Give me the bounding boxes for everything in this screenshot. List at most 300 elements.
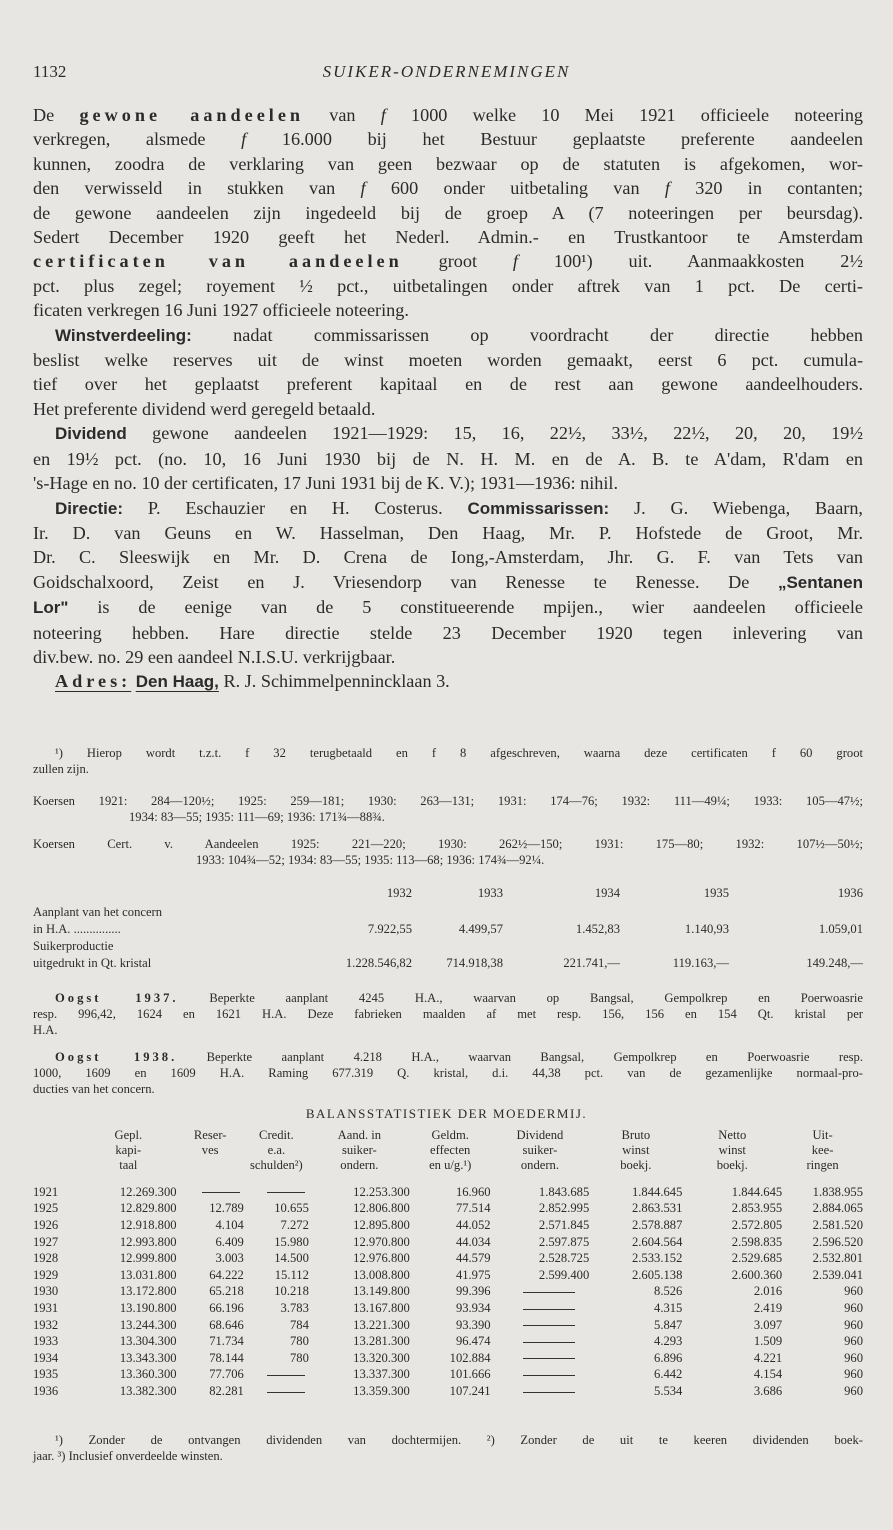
balance-cell: 68.646 [209, 1317, 244, 1332]
balance-cell: 13.304.300 [119, 1334, 177, 1349]
balance-cell: 107.241 [449, 1383, 491, 1398]
balance-cell: 12.918.800 [119, 1217, 177, 1232]
harvest-1937 [33, 990, 863, 1038]
balance-column-header [244, 1128, 309, 1184]
bold-heading: Dividend [55, 424, 127, 444]
production-value: 714.918,38 [446, 956, 503, 970]
body-line [33, 471, 863, 495]
balance-cell: 16.960 [455, 1184, 491, 1199]
spaced-heading: gewone aandeelen [79, 105, 305, 125]
header-line: kapi- [115, 1143, 142, 1157]
dash-rule [267, 1375, 305, 1376]
bold-heading: Commissarissen: [467, 498, 610, 518]
balance-row [33, 1201, 863, 1218]
balance-title: BALANSSTATISTIEK DER MOEDERMIJ. [305, 1106, 588, 1121]
production-label: uitgedrukt in Qt. kristal [33, 956, 152, 970]
header-line: suiker- [341, 1143, 377, 1157]
balance-cell: 93.934 [455, 1300, 491, 1315]
production-value: 1.059,01 [818, 922, 863, 936]
body-text: 16.000 bij het Bestuur geplaatste preferente aandeelen [246, 129, 864, 150]
balance-cell: 101.666 [449, 1367, 491, 1382]
body-line [33, 570, 863, 595]
balance-cell: 12.829.800 [119, 1201, 177, 1216]
production-row [33, 921, 863, 938]
balance-cell [177, 1184, 244, 1201]
balance-cell: 960 [844, 1350, 863, 1365]
guilder-sign: f [241, 129, 247, 150]
production-value [729, 938, 863, 955]
header-line: Credit. [259, 1128, 294, 1142]
balance-cell: 780 [290, 1334, 309, 1349]
header-line: en u/g.¹) [429, 1158, 472, 1172]
balance-cell: 14.500 [274, 1251, 309, 1266]
balance-cell: 64.222 [209, 1267, 244, 1282]
balance-cell: 960 [844, 1317, 863, 1332]
production-label: Aanplant van het concern [33, 905, 163, 919]
small-line: ¹) Zonder de ontvangen dividenden van dochtermijen. ²) Zonder de uit te keeren dividenden boek- [55, 1433, 863, 1447]
balance-cell: 4.293 [654, 1334, 683, 1349]
body-line [33, 545, 863, 569]
balance-cell: 12.806.800 [353, 1201, 410, 1216]
production-value [503, 938, 620, 955]
bold-heading: Lor" [33, 598, 69, 618]
bold-heading: Den Haag, [135, 672, 219, 692]
balance-row [33, 1184, 863, 1201]
small-line: 1934: 83—55; 1935: 111—69; 1936: 171¾—88¾. [129, 810, 385, 824]
dash-rule [523, 1358, 575, 1359]
balance-row [33, 1383, 863, 1400]
spaced-heading: certificaten van aandeelen [33, 251, 403, 272]
balance-year: 1933 [33, 1334, 59, 1349]
dash-rule [523, 1309, 575, 1310]
balance-cell: 2.581.520 [812, 1217, 863, 1232]
bold-heading: Winstverdeeling: [55, 325, 192, 345]
page-number: 1132 [33, 62, 67, 81]
body-line [33, 176, 863, 200]
header-line: boekj. [716, 1158, 748, 1172]
header-line: Gepl. [114, 1128, 143, 1142]
balance-year: 1932 [33, 1317, 59, 1332]
spaced-heading: Adres: [55, 671, 132, 692]
balance-cell: 102.884 [449, 1350, 491, 1365]
body-text: nadat commissarissen op voordracht der directie hebben [191, 324, 863, 345]
balance-cell: 6.442 [654, 1367, 683, 1382]
balance-cell [244, 1184, 309, 1201]
balance-row [33, 1250, 863, 1267]
body-text: Sedert December 1920 geeft het Nederl. Admin.- en Trustkantoor te Amsterdam [33, 227, 863, 248]
balance-row [33, 1217, 863, 1234]
dash-rule [267, 1192, 305, 1193]
production-row [33, 938, 863, 955]
guilder-sign: f [360, 178, 366, 199]
small-line [33, 1022, 863, 1038]
balance-cell: 2.600.360 [731, 1267, 783, 1282]
production-year: 1933 [477, 885, 503, 900]
header-line: Geldm. [431, 1128, 469, 1142]
production-value: 1.140,93 [684, 922, 729, 936]
balance-cell: 41.975 [455, 1267, 491, 1282]
production-value [620, 938, 729, 955]
body-text: 's-Hage en no. 10 der certificaten, 17 Juni 1931 bij de K. V.); 1931—1936: nihil. [33, 473, 619, 494]
balance-cell: 2.539.041 [812, 1267, 863, 1282]
balance-cell: 12.999.800 [119, 1251, 177, 1266]
body-text: 100¹) uit. Aanmaakkosten 2½ [517, 251, 863, 272]
balance-cell: 960 [844, 1334, 863, 1349]
header-line: taal [119, 1158, 138, 1172]
balance-column-header [491, 1128, 590, 1184]
dash-rule [267, 1392, 305, 1393]
balance-cell [491, 1333, 590, 1350]
header-line: ves [201, 1143, 219, 1157]
production-value [729, 904, 863, 921]
balance-column-header [682, 1128, 782, 1184]
guilder-sign: f [380, 105, 386, 125]
balance-cell: 65.218 [209, 1284, 244, 1299]
body-line [33, 447, 863, 471]
body-line [33, 421, 863, 446]
body-line [33, 397, 863, 421]
balance-cell: 1.838.955 [812, 1184, 863, 1199]
balance-cell: 2.532.801 [812, 1251, 863, 1266]
small-line [33, 1065, 863, 1081]
body-text: is de eenige van de 5 constitueerende mpijen., wier aandeelen officieele [68, 597, 863, 618]
production-value: 4.499,57 [458, 922, 503, 936]
body-text: noteering hebben. Hare directie stelde 23 December 1920 tegen inlevering van [33, 622, 863, 643]
balance-cell: 4.221 [753, 1350, 783, 1365]
body-text: groot [402, 251, 513, 272]
header-line: Dividend [516, 1128, 564, 1142]
body-line [33, 645, 863, 669]
body-text: beslist welke reserves uit de winst moeten worden gemaakt, eerst 6 pct. cumula- [33, 350, 863, 371]
body-line [33, 298, 863, 322]
balance-cell: 71.734 [209, 1334, 244, 1349]
balance-cell: 1.509 [753, 1334, 783, 1349]
balance-cell: 96.474 [455, 1334, 491, 1349]
body-text: en 19½ pct. (no. 10, 16 Juni 1930 bij de N. H. M. en de A. B. te A'dam, R'dam en [33, 448, 863, 469]
production-table [33, 882, 863, 972]
share-prices [33, 793, 863, 825]
footnote-bottom [33, 1432, 863, 1464]
production-value [412, 904, 503, 921]
balance-cell: 44.052 [455, 1217, 491, 1232]
harvest-text: Beperkte aanplant 4.218 H.A., waarvan Bangsal, Gempolkrep en Poerwoasrie resp. [206, 1050, 864, 1064]
balance-row [33, 1350, 863, 1367]
production-value: 119.163,— [672, 956, 729, 970]
balance-column-header [177, 1128, 244, 1184]
production-value: 1.228.546,82 [345, 956, 412, 970]
balance-cell: 13.172.800 [119, 1284, 177, 1299]
balance-cell: 960 [844, 1383, 863, 1398]
bold-heading: Directie: [55, 498, 124, 518]
header-line: Uit- [812, 1128, 833, 1142]
balance-cell: 12.895.800 [353, 1217, 410, 1232]
balance-cell: 44.579 [455, 1251, 491, 1266]
body-text: Goidschalxoord, Zeist en J. Vriesendorp van Renesse te Renesse. De [33, 571, 778, 592]
small-line: jaar. ³) Inclusief onverdeelde winsten. [33, 1449, 223, 1463]
body-line [33, 496, 863, 521]
balance-table [33, 1128, 863, 1400]
production-value: 221.741,— [563, 956, 620, 970]
small-line: Koersen Cert. v. Aandeelen 1925: 221—220; 1930: 262½—150; 1931: 175—80; 1932: 107½—50½; [33, 837, 863, 851]
balance-cell [244, 1367, 309, 1384]
production-value [503, 904, 620, 921]
balance-row [33, 1284, 863, 1301]
balance-cell: 2.571.845 [538, 1217, 590, 1232]
balance-cell: 13.320.300 [353, 1350, 410, 1365]
balance-cell: 2.605.138 [631, 1267, 683, 1282]
balance-cell: 780 [290, 1350, 309, 1365]
harvest-1938 [33, 1049, 863, 1097]
balance-cell: 2.604.564 [631, 1234, 683, 1249]
header-line: winst [718, 1143, 746, 1157]
balance-header-row [33, 1128, 863, 1184]
production-year: 1935 [703, 885, 729, 900]
balance-cell: 10.218 [274, 1284, 309, 1299]
company-description [33, 103, 863, 695]
body-text: tief over het geplaatst preferent kapitaal en de rest aan gewone aandeelhouders. [33, 374, 863, 395]
body-text: de gewone aandeelen zijn ingedeeld bij de groep A (7 noteeringen per beursdag). [33, 202, 863, 223]
balance-row [33, 1234, 863, 1251]
body-text: gewone aandeelen 1921—1929: 15, 16, 22½, 33½, 22½, 20, 20, 19½ [126, 423, 863, 444]
header-line: schulden²) [249, 1158, 303, 1172]
production-value: 149.248,— [806, 956, 863, 970]
dash-rule [523, 1325, 575, 1326]
body-text: ficaten verkregen 16 Juni 1927 officieele noteering. [33, 300, 409, 321]
production-row [33, 955, 863, 972]
balance-cell: 2.572.805 [731, 1217, 783, 1232]
balance-cell [491, 1350, 590, 1367]
balance-cell: 99.396 [455, 1284, 491, 1299]
balance-cell: 1.844.645 [731, 1184, 783, 1199]
balance-cell: 13.337.300 [353, 1367, 410, 1382]
production-header-row [33, 882, 863, 904]
balance-year: 1931 [33, 1300, 59, 1315]
header-line: Netto [718, 1128, 747, 1142]
header-line: ringen [806, 1158, 839, 1172]
production-corner [33, 882, 268, 904]
dash-rule [523, 1292, 575, 1293]
balance-cell: 13.190.800 [119, 1300, 177, 1315]
balance-cell: 2.596.520 [812, 1234, 863, 1249]
body-text: P. Eschauzier en H. Costerus. [123, 497, 468, 518]
balance-cell: 8.526 [654, 1284, 683, 1299]
balance-year: 1925 [33, 1201, 59, 1216]
balance-cell: 2.016 [753, 1284, 783, 1299]
production-label: in H.A. ............... [33, 922, 121, 936]
small-line [33, 990, 863, 1006]
body-text: 320 in contanten; [669, 178, 864, 199]
production-value [412, 938, 503, 955]
balance-year: 1928 [33, 1251, 59, 1266]
body-text: R. J. Schimmelpennincklaan 3. [218, 671, 450, 692]
production-year: 1936 [837, 885, 863, 900]
balance-cell: 2.533.152 [631, 1251, 683, 1266]
harvest-text: 1000, 1609 en 1609 H.A. Raming 677.319 Q. kristal, d.i. 44,38 pct. van de gezamenlijke normaal-pro- [33, 1066, 863, 1080]
balance-cell: 6.409 [215, 1234, 244, 1249]
body-text: Ir. D. van Geuns en W. Hasselman, Den Haag, Mr. P. Hofstede de Groot, Mr. [33, 522, 863, 543]
balance-cell: 1.844.645 [631, 1184, 683, 1199]
production-year: 1932 [386, 885, 412, 900]
balance-cell: 78.144 [209, 1350, 244, 1365]
small-line [33, 1081, 863, 1097]
balance-row [33, 1317, 863, 1334]
balance-cell [491, 1383, 590, 1400]
certificate-prices [33, 836, 863, 868]
body-text: den verwisseld in stukken van [33, 178, 361, 199]
balance-cell: 66.196 [209, 1300, 244, 1315]
balance-column-header [33, 1128, 80, 1184]
balance-row [33, 1367, 863, 1384]
header-line: boekj. [620, 1158, 652, 1172]
balance-cell: 13.149.800 [353, 1284, 410, 1299]
balance-cell: 6.896 [654, 1350, 683, 1365]
balance-row [33, 1267, 863, 1284]
body-line [33, 372, 863, 396]
harvest-text: Beperkte aanplant 4245 H.A., waarvan op Bangsal, Gempolkrep en Poerwoasrie [209, 991, 864, 1005]
balance-column-header [410, 1128, 491, 1184]
balance-cell: 13.244.300 [119, 1317, 177, 1332]
small-line [33, 1049, 863, 1065]
production-value: 7.922,55 [367, 922, 412, 936]
balance-cell: 13.343.300 [119, 1350, 177, 1365]
body-line [33, 201, 863, 225]
balance-cell [491, 1284, 590, 1301]
balance-cell: 12.253.300 [353, 1184, 410, 1199]
balance-year: 1935 [33, 1367, 59, 1382]
header-line: winst [622, 1143, 650, 1157]
balance-cell: 13.031.800 [119, 1267, 177, 1282]
body-text: Het preferente dividend werd geregeld betaald. [33, 398, 376, 419]
small-line: Koersen 1921: 284—120½; 1925: 259—181; 1930: 263—131; 1931: 174—76; 1932: 111—49¼; 1933: 105—47½; [33, 794, 863, 808]
balance-cell: 5.847 [654, 1317, 683, 1332]
balance-cell: 77.706 [209, 1367, 244, 1382]
balance-cell: 2.419 [753, 1300, 783, 1315]
balance-cell: 4.104 [215, 1217, 244, 1232]
small-line: zullen zijn. [33, 762, 89, 776]
guilder-sign: f [512, 251, 518, 272]
balance-cell [491, 1317, 590, 1334]
balance-year: 1927 [33, 1234, 59, 1249]
production-label: Suikerproductie [33, 939, 114, 953]
guilder-sign: f [664, 178, 670, 199]
balance-cell: 2.528.725 [538, 1251, 590, 1266]
body-text: De [33, 105, 80, 125]
balance-cell: 77.514 [455, 1201, 491, 1216]
balance-cell: 15.112 [274, 1267, 309, 1282]
small-line [33, 1006, 863, 1022]
balance-cell: 12.993.800 [119, 1234, 177, 1249]
body-text: van [304, 105, 381, 125]
body-text: kunnen, zoodra de verklaring van geen bezwaar op de statuten is afgekomen, wor- [33, 153, 863, 174]
body-line [33, 348, 863, 372]
body-text: Dr. C. Sleeswijk en Mr. D. Crena de Iong,-Amsterdam, Jhr. G. F. van Tets van [33, 547, 863, 568]
bold-heading: „Sentanen [777, 572, 863, 592]
body-text: div.bew. no. 29 een aandeel N.I.S.U. verkrijgbaar. [33, 646, 396, 667]
balance-row [33, 1333, 863, 1350]
balance-cell: 960 [844, 1367, 863, 1382]
balance-cell: 12.970.800 [353, 1234, 410, 1249]
body-text: J. G. Wiebenga, Baarn, [609, 497, 863, 518]
balance-cell: 2.597.875 [538, 1234, 590, 1249]
balance-cell: 2.853.955 [731, 1201, 783, 1216]
balance-cell: 3.097 [753, 1317, 783, 1332]
header-line: ondern. [340, 1158, 379, 1172]
balance-row [33, 1300, 863, 1317]
production-value [268, 938, 412, 955]
balance-year: 1926 [33, 1217, 59, 1232]
page-header [33, 62, 860, 86]
footnote-top [33, 745, 863, 777]
balance-cell: 2.599.400 [538, 1267, 590, 1282]
dash-rule [202, 1192, 240, 1193]
harvest-text: H.A. [33, 1023, 58, 1037]
balance-cell: 13.360.300 [119, 1367, 177, 1382]
harvest-text: ducties van het concern. [33, 1082, 155, 1096]
body-line [33, 274, 863, 298]
balance-cell: 82.281 [209, 1383, 244, 1398]
balance-cell [244, 1383, 309, 1400]
production-value [620, 904, 729, 921]
balance-cell: 44.034 [455, 1234, 491, 1249]
balance-column-header [309, 1128, 410, 1184]
balance-cell: 93.390 [455, 1317, 491, 1332]
body-line [33, 521, 863, 545]
balance-cell [491, 1367, 590, 1384]
balance-column-header [589, 1128, 682, 1184]
balance-cell: 13.167.800 [353, 1300, 410, 1315]
balance-cell: 784 [290, 1317, 309, 1332]
header-line: effecten [430, 1143, 471, 1157]
header-line: Reser- [193, 1128, 227, 1142]
balance-cell: 13.008.800 [353, 1267, 410, 1282]
dash-rule [523, 1342, 575, 1343]
balance-cell: 2.578.887 [631, 1217, 683, 1232]
body-line [33, 225, 863, 249]
balance-year: 1929 [33, 1267, 59, 1282]
body-line [33, 669, 863, 694]
dash-rule [523, 1375, 575, 1376]
balance-cell: 2.852.995 [538, 1201, 590, 1216]
header-line: ondern. [520, 1158, 559, 1172]
balance-year: 1921 [33, 1184, 59, 1199]
production-value [268, 904, 412, 921]
dash-rule [523, 1392, 575, 1393]
balance-cell: 5.534 [654, 1383, 683, 1398]
header-line: kee- [811, 1143, 834, 1157]
balance-cell: 12.789 [209, 1201, 244, 1216]
production-year: 1934 [594, 885, 620, 900]
balance-year: 1934 [33, 1350, 59, 1365]
balance-column-header [782, 1128, 863, 1184]
balance-cell: 12.269.300 [119, 1184, 177, 1199]
production-value: 1.452,83 [575, 922, 620, 936]
balance-cell: 13.281.300 [353, 1334, 410, 1349]
production-row [33, 904, 863, 921]
balance-cell: 4.315 [654, 1300, 683, 1315]
body-text: 1000 welke 10 Mei 1921 officieele noteering [385, 105, 864, 125]
body-line [33, 152, 863, 176]
header-line: e.a. [267, 1143, 286, 1157]
balance-cell: 2.529.685 [731, 1251, 783, 1266]
body-text: 600 onder uitbetaling van [365, 178, 665, 199]
balance-cell: 3.003 [215, 1251, 244, 1266]
balance-cell: 2.598.835 [731, 1234, 783, 1249]
balance-cell: 15.980 [274, 1234, 309, 1249]
balance-cell: 960 [844, 1300, 863, 1315]
body-line [33, 621, 863, 645]
small-line: 1933: 104¾—52; 1934: 83—55; 1935: 113—68; 1936: 174¾—92¼. [196, 853, 545, 867]
balance-cell [491, 1300, 590, 1317]
